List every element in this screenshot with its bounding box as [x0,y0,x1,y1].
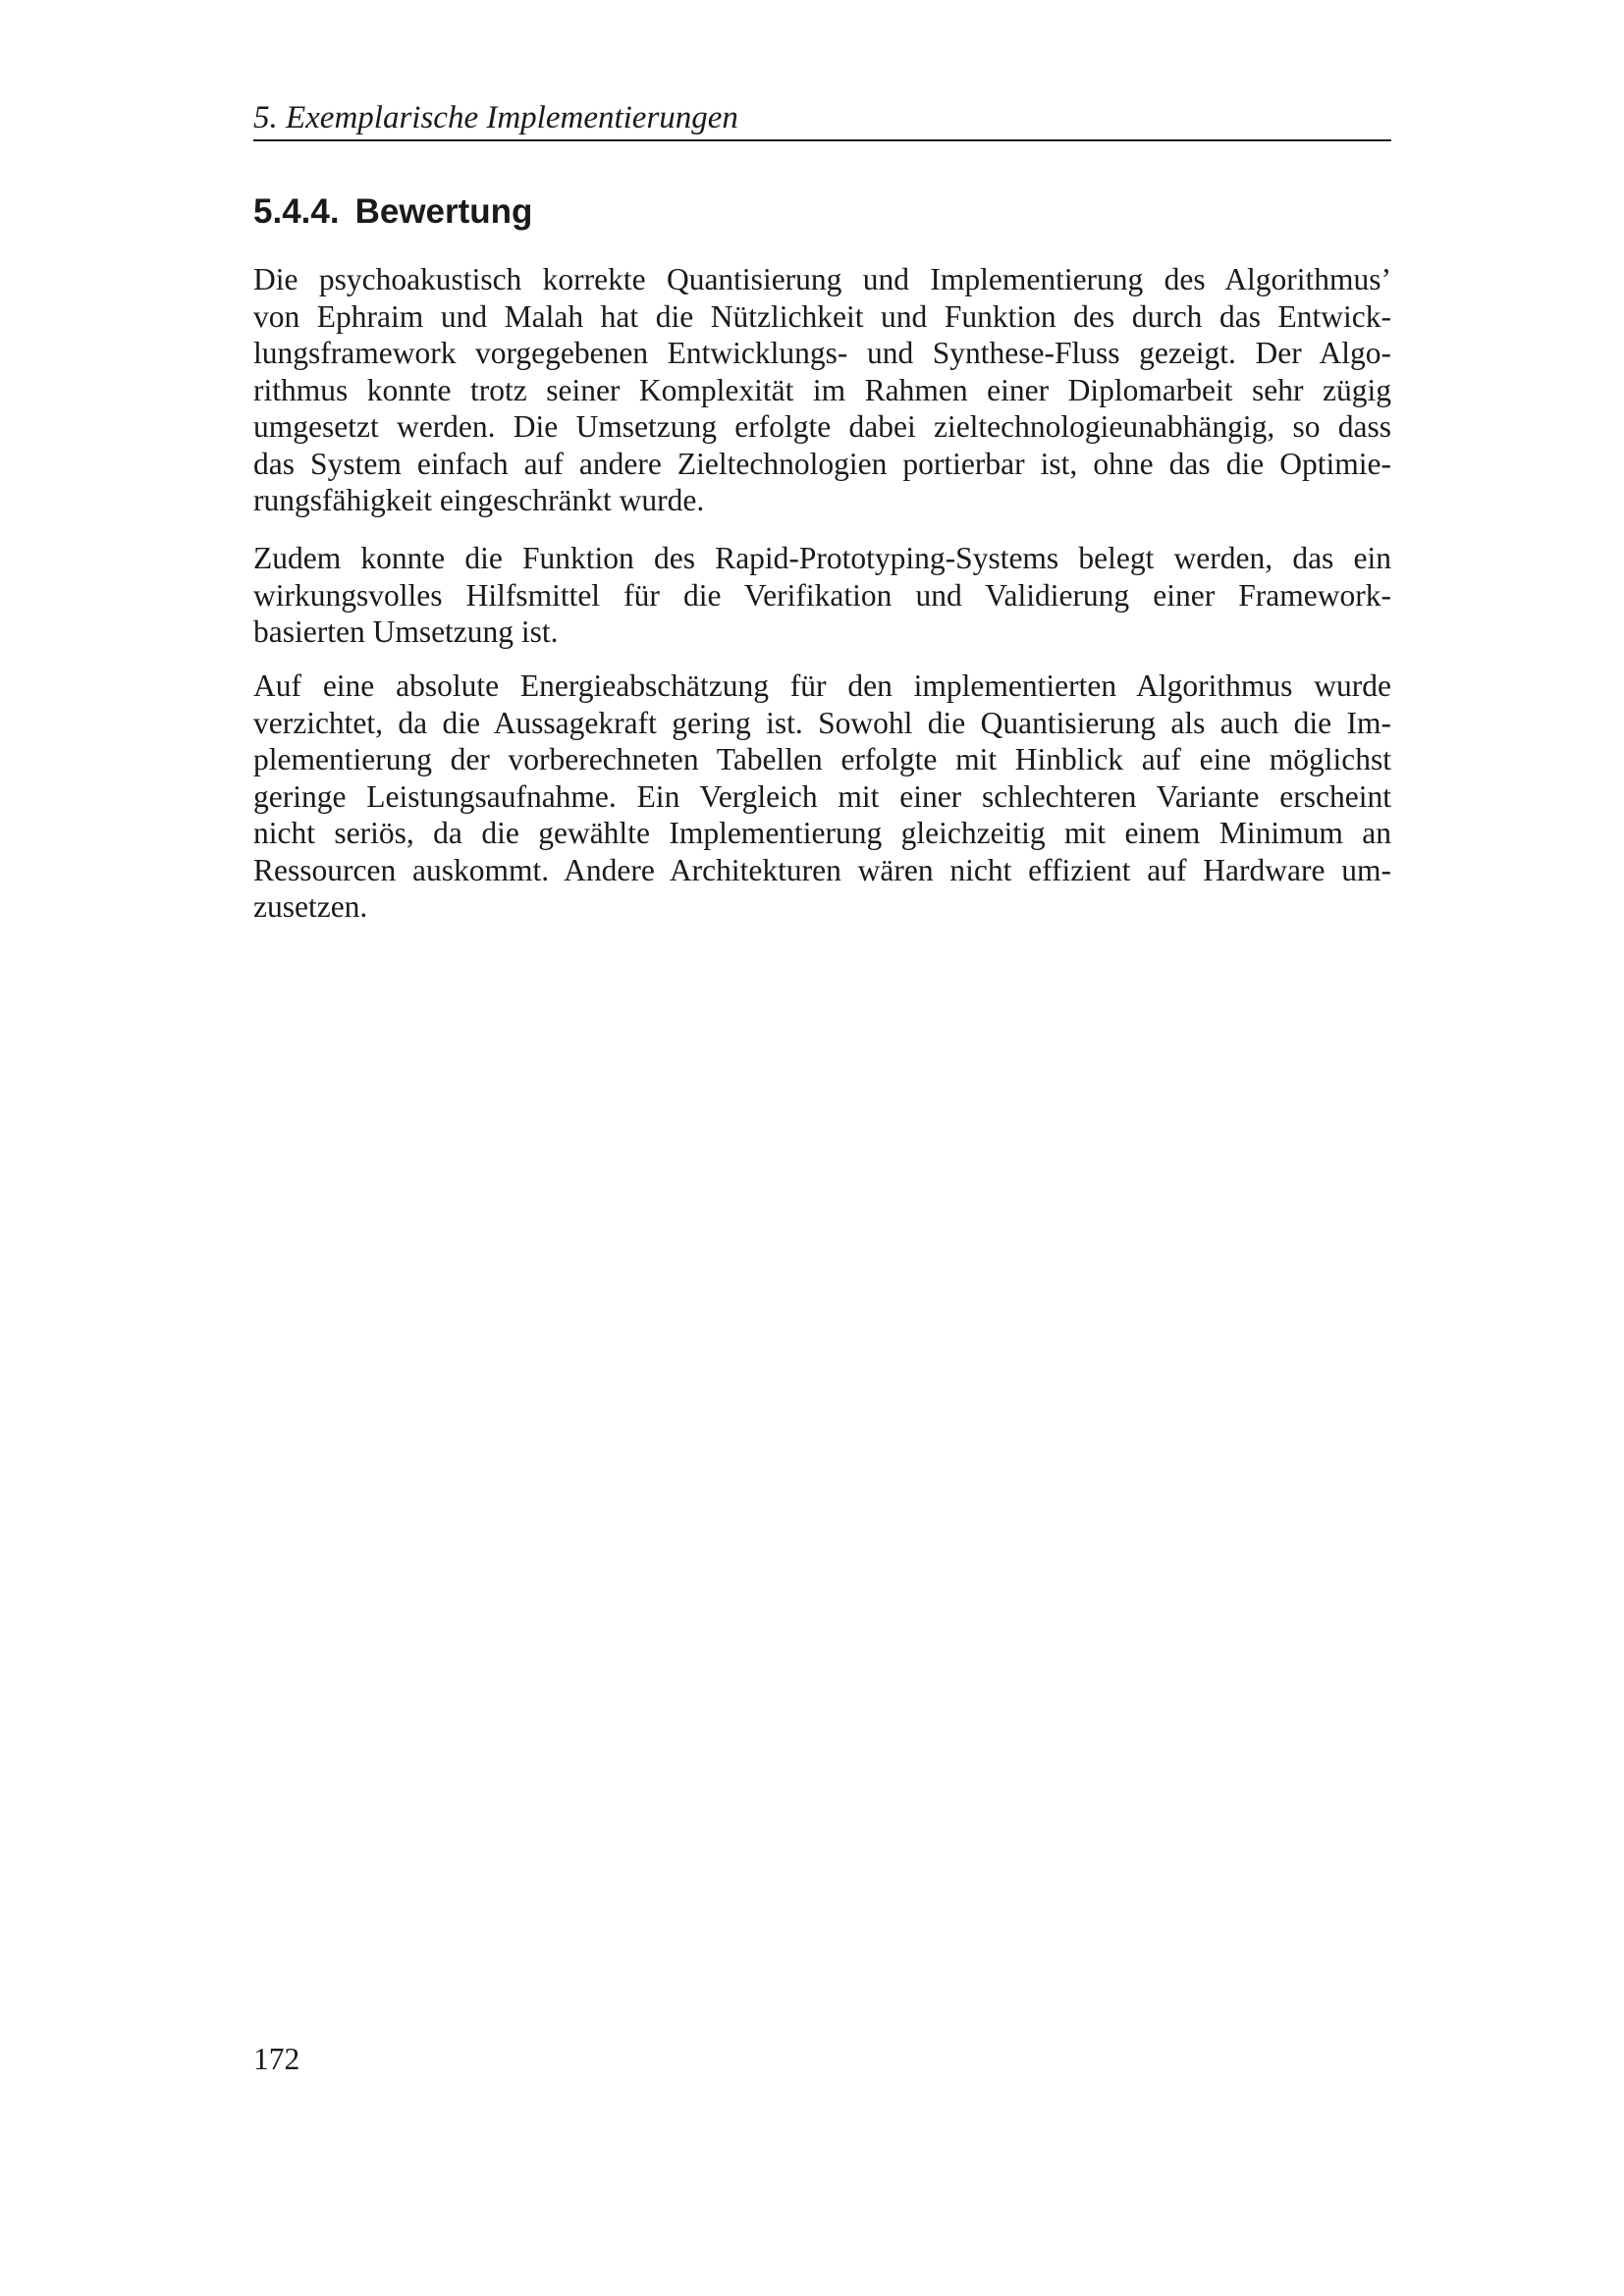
text-line: Auf eine absolute Energieabschätzung für den implementierten Algorithmus wurde [253,668,1391,703]
text-line: wirkungsvolles Hilfsmittel für die Verifikation und Validierung einer Framework- [253,577,1391,613]
text-line: nicht seriös, da die gewählte Implementierung gleichzeitig mit einem Minimum an [253,816,1391,850]
text-line: basierten Umsetzung ist. [253,614,559,649]
text-line: zusetzen. [253,889,368,924]
text-line: geringe Leistungsaufnahme. Ein Vergleich mit einer schlechteren Variante erscheint [253,778,1391,814]
section-title: Bewertung [354,192,533,231]
text-line: das System einfach auf andere Zieltechnologien portierbar ist, ohne das die Optimie- [253,446,1391,481]
running-header [253,98,1391,141]
text-line: Die psychoakustisch korrekte Quantisierung und Implementierung des Algorithmus’ [253,262,1391,296]
section-number: 5.4.4. [253,192,340,231]
running-header-title: 5. Exemplarische Implementierungen [253,100,738,135]
text-line: umgesetzt werden. Die Umsetzung erfolgte dabei zieltechnologieunabhängig, so dass [253,409,1391,444]
paragraph-1 [253,261,1391,519]
text-line: rungsfähigkeit eingeschränkt wurde. [253,483,705,517]
text-line: rithmus konnte trotz seiner Komplexität im Rahmen einer Diplomarbeit sehr zügig [253,372,1391,407]
paragraph-2 [253,540,1391,651]
paragraph-3 [253,667,1391,926]
text-line: plementierung der vorberechneten Tabellen erfolgte mit Hinblick auf eine möglichst [253,742,1391,776]
text-line: von Ephraim und Malah hat die Nützlichkeit und Funktion des durch das Entwick- [253,298,1391,334]
text-line: lungsframework vorgegebenen Entwicklungs- und Synthese-Fluss gezeigt. Der Algo- [253,336,1391,370]
page-number: 172 [253,2042,300,2076]
text-line: Ressourcen auskommt. Andere Architekturen wären nicht effizient auf Hardware um- [253,852,1391,887]
text-line: Zudem konnte die Funktion des Rapid-Prototyping-Systems belegt werden, das ein [253,541,1391,575]
text-line: verzichtet, da die Aussagekraft gering ist. Sowohl die Quantisierung als auch die Im- [253,705,1391,740]
section-heading [253,190,532,234]
